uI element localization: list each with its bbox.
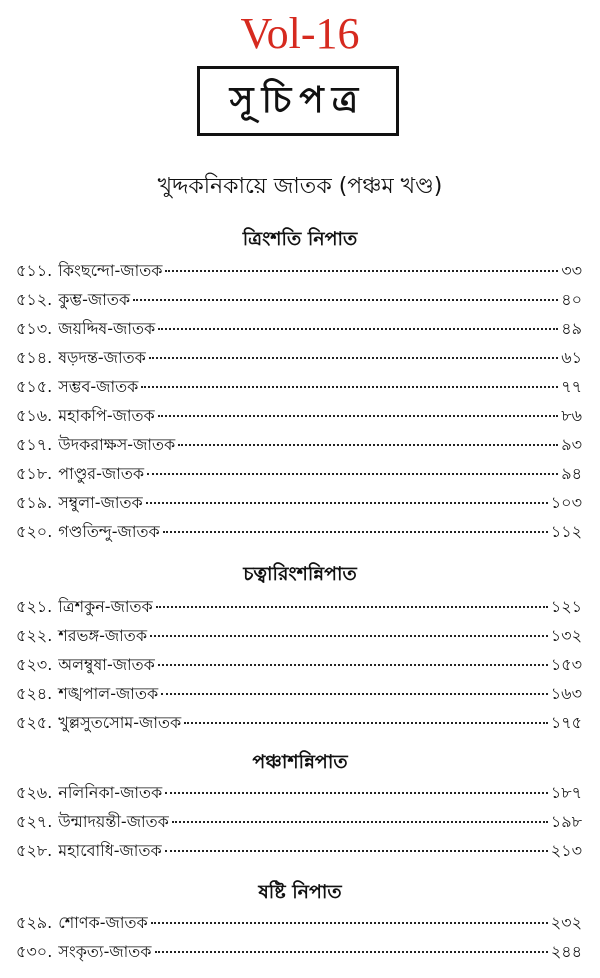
entry-page: ৬১ (561, 348, 582, 367)
book-heading: খুদ্দকনিকায়ে জাতক (পঞ্চম খণ্ড) (157, 174, 443, 199)
entry-number: ৫১৫. (16, 377, 53, 396)
section-heading: চত্বারিংশন্নিপাত (243, 563, 357, 585)
entry-title: সম্বুলা-জাতক (58, 493, 143, 512)
entry-title: গণ্ডতিন্দু-জাতক (58, 522, 160, 541)
entry-title: উন্মাদয়ন্তী-জাতক (58, 812, 169, 831)
entry-title: সংকৃত্য-জাতক (58, 942, 152, 961)
entry-title: নলিনিকা-জাতক (58, 783, 163, 802)
leader-dots (151, 922, 548, 924)
leader-dots (184, 722, 548, 724)
entry-title: শঙ্খপাল-জাতক (58, 684, 159, 703)
entry-number: ৫৩০. (16, 942, 53, 961)
leader-dots (158, 415, 558, 417)
entry-number: ৫১৮. (16, 464, 53, 483)
toc-entry[interactable] (16, 809, 582, 835)
toc-entry[interactable] (16, 710, 582, 736)
leader-dots (178, 444, 558, 446)
entry-number: ৫২৯. (16, 913, 53, 932)
leader-dots (156, 606, 548, 608)
toc-entry[interactable] (16, 258, 582, 284)
leader-dots (172, 821, 548, 823)
toc-entry[interactable] (16, 681, 582, 707)
entry-title: মহাকপি-জাতক (58, 406, 155, 425)
entry-number: ৫১২. (16, 290, 53, 309)
entry-title: সম্ভব-জাতক (58, 377, 139, 396)
section-heading: ষষ্টি নিপাত (258, 881, 342, 903)
entry-number: ৫২৭. (16, 812, 53, 831)
entry-page: ১৭৫ (550, 713, 582, 732)
entry-title: ত্রিশকুন-জাতক (58, 597, 153, 616)
entry-page: ৭৭ (561, 377, 582, 396)
toc-entry[interactable] (16, 287, 582, 313)
leader-dots (133, 299, 558, 301)
leader-dots (163, 531, 548, 533)
toc-entry[interactable] (16, 490, 582, 516)
entry-page: ১৫৩ (550, 655, 582, 674)
leader-dots (149, 357, 558, 359)
leader-dots (150, 635, 548, 637)
section-heading: ত্রিংশতি নিপাত (242, 228, 358, 250)
entry-number: ৫১৭. (16, 435, 53, 454)
entry-title: ষড়দন্ত-জাতক (58, 348, 146, 367)
entry-number: ৫১৯. (16, 493, 53, 512)
entry-number: ৫২১. (16, 597, 53, 616)
entry-page: ২৪৪ (550, 942, 582, 961)
entry-number: ৫২৬. (16, 783, 53, 802)
entry-page: ১৯৮ (550, 812, 582, 831)
section-heading: পঞ্চাশন্নিপাত (252, 751, 348, 773)
leader-dots (165, 792, 548, 794)
entry-title: অলম্বুষা-জাতক (58, 655, 155, 674)
entry-page: ৯৪ (561, 464, 582, 483)
leader-dots (158, 664, 548, 666)
volume-label: Vol-16 (240, 9, 360, 58)
toc-entry[interactable] (16, 403, 582, 429)
page-title: সূচিপত্র (229, 80, 367, 121)
toc-entry[interactable] (16, 623, 582, 649)
entry-page: ১৩২ (550, 626, 582, 645)
entry-title: শোণক-জাতক (58, 913, 148, 932)
entry-page: ১০৩ (550, 493, 582, 512)
entry-page: ২১৩ (550, 841, 582, 860)
toc-entry[interactable] (16, 374, 582, 400)
entry-page: ১২১ (550, 597, 582, 616)
entry-number: ৫২০. (16, 522, 53, 541)
toc-entry[interactable] (16, 519, 582, 545)
toc-entry[interactable] (16, 432, 582, 458)
entry-title: উদকরাক্ষস-জাতক (58, 435, 176, 454)
leader-dots (141, 386, 558, 388)
entry-title: পাণ্ডুর-জাতক (58, 464, 145, 483)
toc-entry[interactable] (16, 939, 582, 965)
toc-entry[interactable] (16, 461, 582, 487)
entry-title: জয়দ্দিষ-জাতক (58, 319, 156, 338)
entry-page: ১৮৭ (550, 783, 582, 802)
entry-title: কিংছন্দো-জাতক (58, 261, 163, 280)
entry-page: ৩৩ (561, 261, 582, 280)
entry-number: ৫২২. (16, 626, 53, 645)
toc-entry[interactable] (16, 780, 582, 806)
entry-page: ৪৯ (561, 319, 582, 338)
entry-page: ১৬৩ (550, 684, 582, 703)
toc-entry[interactable] (16, 594, 582, 620)
entry-number: ৫২৮. (16, 841, 53, 860)
page-title-box (197, 66, 399, 136)
entry-number: ৫২৩. (16, 655, 53, 674)
entry-title: কুম্ভ-জাতক (58, 290, 131, 309)
leader-dots (147, 473, 558, 475)
entry-page: ৯৩ (561, 435, 582, 454)
entry-title: শরভঙ্গ-জাতক (58, 626, 148, 645)
entry-number: ৫১৪. (16, 348, 53, 367)
entry-page: ৮৬ (561, 406, 582, 425)
toc-entry[interactable] (16, 345, 582, 371)
entry-page: ২৩২ (550, 913, 582, 932)
leader-dots (155, 951, 548, 953)
leader-dots (165, 270, 558, 272)
leader-dots (161, 693, 548, 695)
entry-number: ৫২৫. (16, 713, 53, 732)
toc-entry[interactable] (16, 316, 582, 342)
entry-page: ১১২ (550, 522, 582, 541)
toc-entry[interactable] (16, 652, 582, 678)
toc-entry[interactable] (16, 838, 582, 864)
leader-dots (146, 502, 548, 504)
entry-number: ৫১৬. (16, 406, 53, 425)
entry-number: ৫১৩. (16, 319, 53, 338)
leader-dots (165, 850, 548, 852)
leader-dots (158, 328, 558, 330)
entry-title: মহাবোধি-জাতক (58, 841, 162, 860)
entry-title: খুল্লসুতসোম-জাতক (58, 713, 182, 732)
entry-number: ৫১১. (16, 261, 53, 280)
entry-number: ৫২৪. (16, 684, 53, 703)
toc-entry[interactable] (16, 910, 582, 936)
entry-page: ৪০ (561, 290, 582, 309)
